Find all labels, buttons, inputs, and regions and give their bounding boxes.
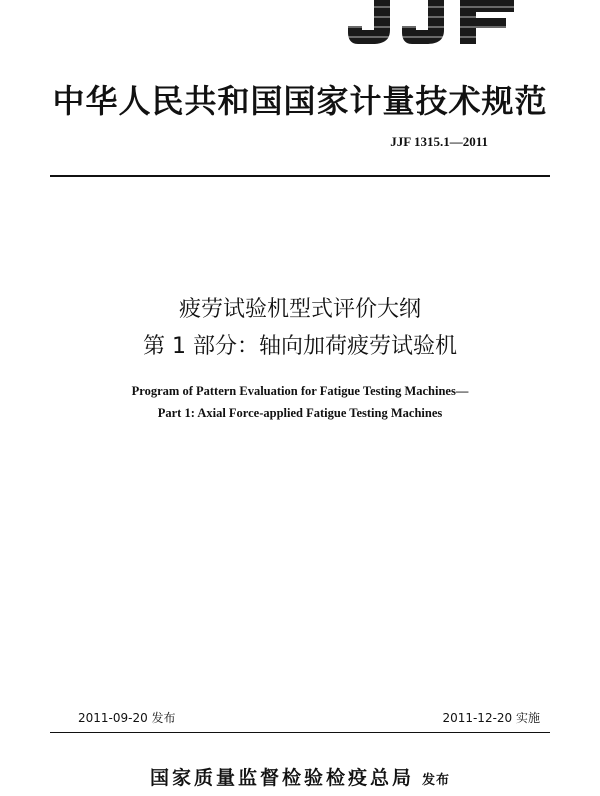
chinese-title-line2: 第 1 部分：轴向加荷疲劳试验机 [143,334,457,359]
standard-code: JJF 1315.1—2011 [390,134,488,149]
english-title-line1: Program of Pattern Evaluation for Fatigue Testing Machines— [131,384,469,398]
header-title: 中华人民共和国国家计量技术规范 [52,82,548,120]
issuer-suffix: 发布 [422,773,451,788]
footer-issuer [0,763,600,790]
issue-date: 2011-09-20 发布 [78,711,176,725]
jjf-logo [348,0,516,44]
english-title-line2: Part 1: Axial Force-applied Fatigue Testing Machines [157,406,443,420]
implement-date: 2011-12-20 实施 [442,711,540,725]
issuer-name: 国家质量监督检验检疫总局 [149,767,414,789]
top-divider [50,175,550,177]
bottom-divider [50,732,550,733]
chinese-title-line1: 疲劳试验机型式评价大纲 [178,297,421,322]
